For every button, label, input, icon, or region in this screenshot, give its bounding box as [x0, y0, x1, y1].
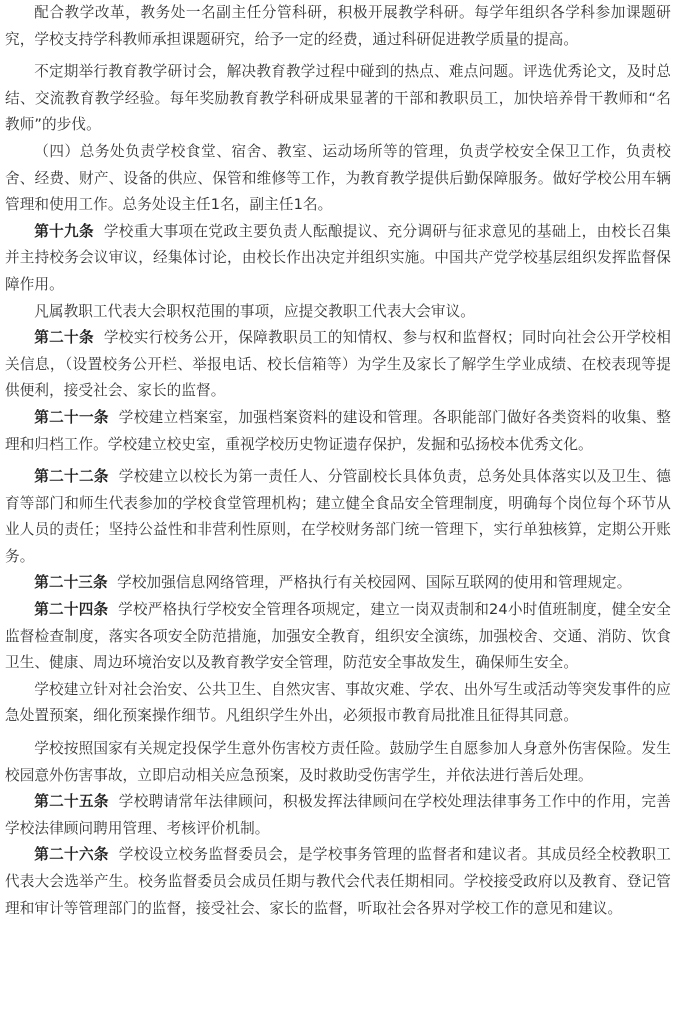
paragraph-text: 学校重大事项在党政主要负责人酝酿提议、充分调研与征求意见的基础上，由校长召集并主持校务会议审议，经集体讨论，由校长作出决定并组织实施。中国共产党学校基层组织发挥监督保障作用。	[5, 222, 671, 293]
article-number: 第二十二条	[34, 468, 109, 486]
paragraph-text: 学校建立档案室，加强档案资料的建设和管理。各职能部门做好各类资料的收集、整理和归档工作。学校建立校史室，重视学校历史物证遗存保护，发掘和弘扬校本优秀文化。	[5, 408, 671, 453]
paragraph-emergency-plan	[5, 677, 671, 730]
paragraph-text: 学校聘请常年法律顾问，积极发挥法律顾问在学校处理法律事务工作中的作用，完善学校法律顾问聘用管理、考核评价机制。	[5, 793, 671, 837]
paragraph-article-21	[5, 405, 671, 458]
article-number: 第十九条	[34, 222, 94, 240]
paragraph-article-23	[5, 570, 671, 597]
article-number: 第二十五条	[34, 793, 109, 811]
paragraph-text: 不定期举行教育教学研讨会，解决教育教学过程中碰到的热点、难点问题。评选优秀论文，及时总结、交流教育教学经验。每年奖励教育教学科研成果显著的干部和教职员工，加快培养骨干教师和“名教师”的步伐。	[5, 63, 671, 134]
paragraph-text: 学校建立以校长为第一责任人、分管副校长具体负责，总务处具体落实以及卫生、德育等部门和师生代表参加的学校食堂管理机构；建立健全食品安全管理制度，明确每个岗位每个环节从业人员的责任；坚持公益性和非营利性原则，在学校财务部门统一管理下，实行单独核算，定期公开账务。	[5, 468, 671, 565]
article-number: 第二十三条	[34, 574, 108, 592]
article-number: 第二十一条	[34, 408, 109, 426]
paragraph-article-26	[5, 842, 671, 922]
article-number: 第二十条	[34, 329, 94, 347]
paragraph-general-affairs	[5, 139, 671, 219]
paragraph-article-20	[5, 325, 671, 405]
paragraph-text: 凡属教职工代表大会职权范围的事项，应提交教职工代表大会审议。	[34, 302, 476, 320]
paragraph-article-25	[5, 789, 671, 842]
paragraph-text: （四）总务处负责学校食堂、宿舍、教室、运动场所等的管理，负责学校安全保卫工作，负责校舍、经费、财产、设备的供应、保管和维修等工作，为教育教学提供后勤保障服务。做好学校公用车辆管理和使用工作。总务处设主任1名，副主任1名。	[5, 142, 671, 214]
paragraph-article-24	[5, 597, 671, 677]
paragraph-text: 学校设立校务监督委员会，是学校事务管理的监督者和建议者。其成员经全校教职工代表大会选举产生。校务监督委员会成员任期与教代会代表任期相同。学校接受政府以及教育、登记管理和审计等管理部门的监督，接受社会、家长的监督，听取社会各界对学校工作的意见和建议。	[5, 846, 671, 917]
article-number: 第二十六条	[34, 846, 109, 864]
paragraph-insurance	[5, 736, 671, 789]
paragraph-text: 学校严格执行学校安全管理各项规定，建立一岗双责制和24小时值班制度，健全安全监督检查制度，落实各项安全防范措施，加强安全教育，组织安全演练，加强校舍、交通、消防、饮食卫生、健康、周边环境治安以及教育教学安全管理，防范安全事故发生，确保师生安全。	[5, 601, 671, 672]
paragraph-text: 学校建立针对社会治安、公共卫生、自然灾害、事故灾难、学农、出外写生或活动等突发事件的应急处置预案，细化预案操作细节。凡组织学生外出，必须报市教育局批准且征得其同意。	[5, 680, 671, 725]
paragraph-text: 配合教学改革，教务处一名副主任分管科研，积极开展教学科研。每学年组织各学科参加课题研究，学校支持学科教师承担课题研究，给予一定的经费，通过科研促进教学质量的提高。	[5, 4, 671, 48]
paragraph-staff-congress	[5, 299, 671, 326]
paragraph-text: 学校实行校务公开，保障教职员工的知情权、参与权和监督权；同时向社会公开学校相关信息，（设置校务公开栏、举报电话、校长信箱等）为学生及家长了解学生学业成绩、在校表现等提供便利，接受社会、家长的监督。	[5, 329, 671, 400]
paragraph-seminar	[5, 59, 671, 139]
paragraph-text: 学校加强信息网络管理，严格执行有关校园网、国际互联网的使用和管理规定。	[117, 574, 632, 592]
paragraph-article-19	[5, 219, 671, 299]
paragraph-text: 学校按照国家有关规定投保学生意外伤害校方责任险。鼓励学生自愿参加人身意外伤害保险。发生校园意外伤害事故，立即启动相关应急预案，及时救助受伤害学生，并依法进行善后处理。	[5, 740, 671, 784]
paragraph-research	[5, 0, 671, 53]
paragraph-article-22	[5, 464, 671, 570]
article-number: 第二十四条	[34, 601, 109, 619]
